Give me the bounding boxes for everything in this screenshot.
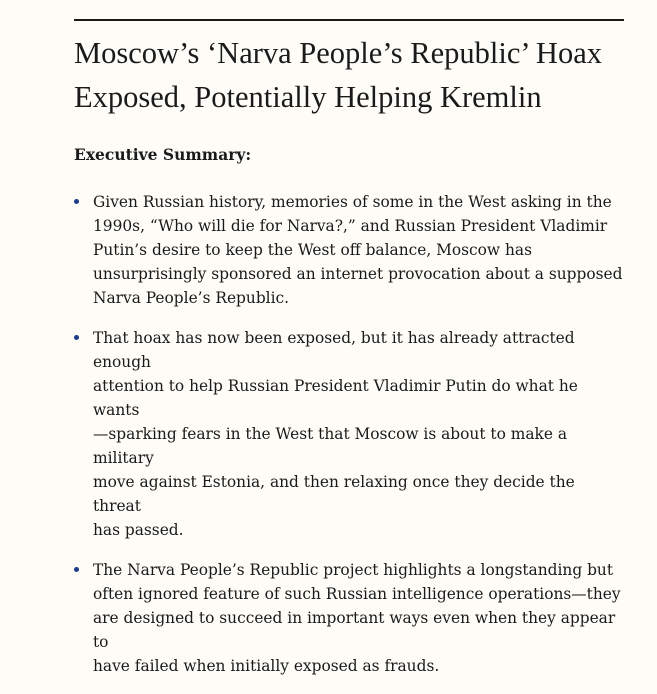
bullet-line: are designed to succeed in important ways even when they appear to (93, 609, 616, 651)
bullet-line: 1990s, “Who will die for Narva?,” and Russian President Vladimir (93, 217, 608, 235)
bullet-line: Putin’s desire to keep the West off balance, Moscow has (93, 241, 532, 259)
bullet-line: That hoax has now been exposed, but it has already attracted enough (93, 329, 575, 371)
bullet-text (93, 326, 624, 542)
bullet-line: Given Russian history, memories of some in the West asking in the (93, 193, 612, 211)
top-rule-divider (74, 19, 624, 21)
bullet-line: Narva People’s Republic. (93, 289, 290, 307)
bullet-line: —sparking fears in the West that Moscow is about to make a military (93, 425, 568, 467)
bullet-dot-icon (74, 199, 79, 204)
bullet-line: has passed. (93, 521, 184, 539)
headline-line-1: Moscow’s ‘Narva People’s Republic’ Hoax (74, 36, 602, 70)
bullet-line: attention to help Russian President Vladimir Putin do what he wants (93, 377, 578, 419)
summary-bullet-list (74, 190, 624, 694)
bullet-line: move against Estonia, and then relaxing once they decide the threat (93, 473, 575, 515)
summary-bullet-1 (74, 190, 624, 310)
bullet-text (93, 190, 624, 310)
summary-bullet-2 (74, 326, 624, 542)
headline-line-2: Exposed, Potentially Helping Kremlin (74, 80, 542, 114)
bullet-text (93, 558, 624, 678)
article-headline (74, 31, 624, 119)
bullet-line: have failed when initially exposed as frauds. (93, 657, 440, 675)
bullet-line: The Narva People’s Republic project highlights a longstanding but (93, 561, 614, 579)
bullet-line: unsurprisingly sponsored an internet provocation about a supposed (93, 265, 623, 283)
bullet-line: often ignored feature of such Russian intelligence operations—they (93, 585, 621, 603)
executive-summary-heading: Executive Summary: (74, 145, 252, 164)
summary-bullet-3 (74, 558, 624, 678)
bullet-dot-icon (74, 567, 79, 572)
bullet-dot-icon (74, 335, 79, 340)
